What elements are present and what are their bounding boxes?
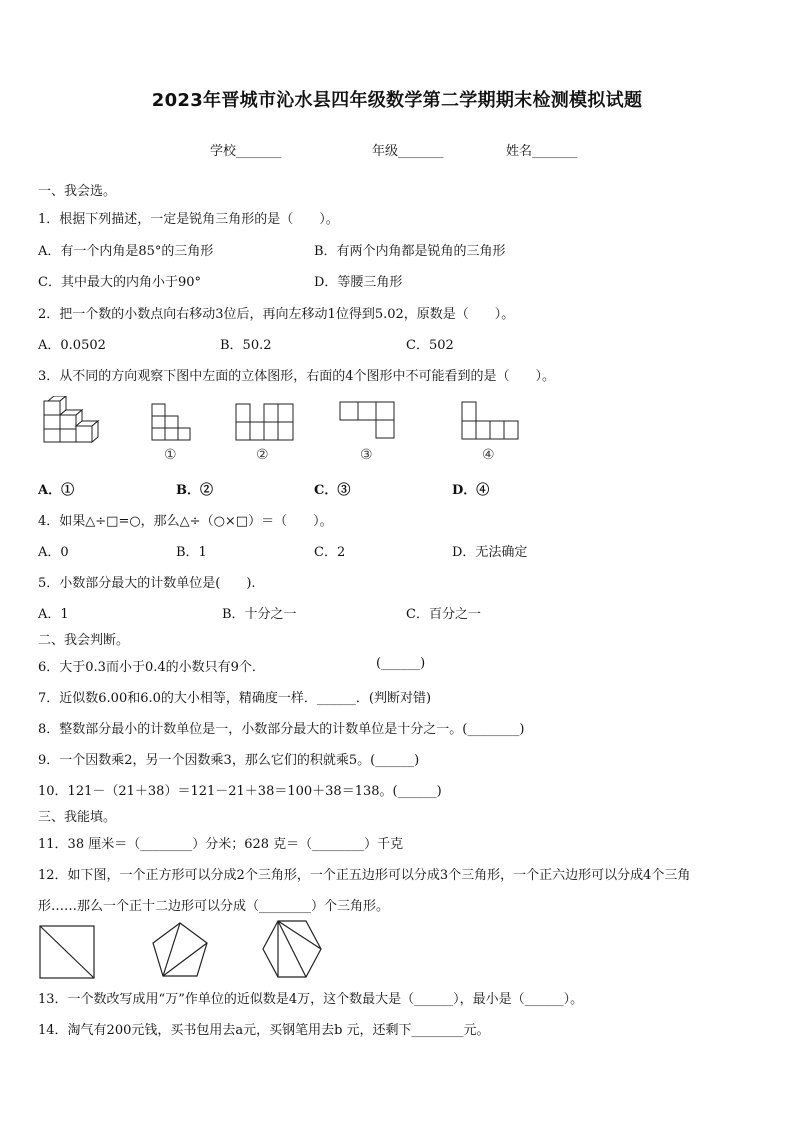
view-label-2: ② bbox=[256, 447, 269, 463]
question-10: 10．121－（21＋38）＝121－21＋38＝100＋38＝138。(______) bbox=[38, 784, 442, 799]
square-divided-figure bbox=[38, 924, 96, 980]
q1-option-b: B．有两个内角都是锐角的三角形 bbox=[314, 244, 506, 259]
q3-option-b: B．② bbox=[176, 483, 213, 498]
grade-field: 年级_______ bbox=[372, 144, 444, 159]
q4-option-b: B．1 bbox=[176, 545, 207, 560]
question-1: 1．根据下列描述，一定是锐角三角形的是（ ）。 bbox=[38, 212, 339, 227]
q2-option-c: C．502 bbox=[406, 338, 454, 353]
hexagon-divided-figure bbox=[260, 918, 324, 980]
question-3: 3．从不同的方向观察下图中左面的立体图形，右面的4个图形中不可能看到的是（ ）。 bbox=[38, 369, 556, 384]
question-7: 7．近似数6.00和6.0的大小相等，精确度一样．______．(判断对错) bbox=[38, 691, 432, 706]
view-figure-2 bbox=[234, 402, 296, 442]
view-figure-4 bbox=[460, 400, 520, 442]
q5-option-a: A．1 bbox=[38, 607, 69, 622]
question-4: 4．如果△÷□=○，那么△÷（○×□）＝（ ）。 bbox=[38, 514, 333, 529]
question-5: 5．小数部分最大的计数单位是( ). bbox=[38, 576, 256, 591]
question-11: 11．38 厘米＝（________）分米；628 克＝（________）千克 bbox=[38, 837, 404, 852]
q3-option-d: D．④ bbox=[452, 483, 490, 498]
q5-option-b: B．十分之一 bbox=[222, 607, 297, 622]
question-6: 6．大于0.3而小于0.4的小数只有9个． bbox=[38, 660, 265, 675]
question-9: 9．一个因数乘2，另一个因数乘3，那么它们的积就乘5。(______) bbox=[38, 753, 420, 768]
q2-option-a: A．0.0502 bbox=[38, 338, 106, 353]
q3-option-a: A．① bbox=[38, 483, 75, 498]
q2-option-b: B．50.2 bbox=[220, 338, 272, 353]
view-label-1: ① bbox=[164, 447, 177, 463]
q5-option-c: C．百分之一 bbox=[406, 607, 481, 622]
q1-option-a: A．有一个内角是85°的三角形 bbox=[38, 244, 214, 259]
name-field: 姓名_______ bbox=[506, 144, 578, 159]
q3-option-c: C．③ bbox=[314, 483, 351, 498]
question-12-line-2: 形……那么一个正十二边形可以分成（________）个三角形。 bbox=[38, 899, 390, 914]
q4-option-c: C．2 bbox=[314, 545, 346, 560]
question-2: 2．把一个数的小数点向右移动3位后，再向左移动1位得到5.02，原数是（ ）。 bbox=[38, 307, 515, 322]
view-label-3: ③ bbox=[360, 447, 373, 463]
section-heading-3: 三、我能填。 bbox=[38, 810, 117, 825]
q6-answer-blank: (______) bbox=[376, 656, 426, 671]
section-heading-2: 二、我会判断。 bbox=[38, 633, 130, 648]
question-13: 13．一个数改写成用“万”作单位的近似数是4万，这个数最大是（______），最小是（______）。 bbox=[38, 992, 584, 1007]
view-figure-1 bbox=[150, 402, 192, 442]
view-label-4: ④ bbox=[482, 447, 495, 463]
section-heading-1: 一、我会选。 bbox=[38, 184, 117, 199]
pentagon-divided-figure bbox=[150, 920, 210, 980]
school-field: 学校_______ bbox=[210, 144, 282, 159]
q1-option-d: D．等腰三角形 bbox=[314, 275, 403, 290]
cube-stack-figure bbox=[42, 396, 110, 444]
q1-option-c: C．其中最大的内角小于90° bbox=[38, 275, 201, 290]
view-figure-3 bbox=[338, 400, 398, 442]
page-title: 2023年晋城市沁水县四年级数学第二学期期末检测模拟试题 bbox=[151, 90, 643, 111]
q4-option-a: A．0 bbox=[38, 545, 69, 560]
q4-option-d: D．无法确定 bbox=[452, 545, 528, 560]
question-8: 8．整数部分最小的计数单位是一，小数部分最大的计数单位是十分之一。(________) bbox=[38, 722, 525, 737]
question-14: 14．淘气有200元钱，买书包用去a元，买钢笔用去b 元，还剩下________元。 bbox=[38, 1023, 490, 1038]
question-12-line-1: 12．如下图，一个正方形可以分成2个三角形，一个正五边形可以分成3个三角形，一个正六边形可以分成4个三角 bbox=[38, 868, 691, 883]
